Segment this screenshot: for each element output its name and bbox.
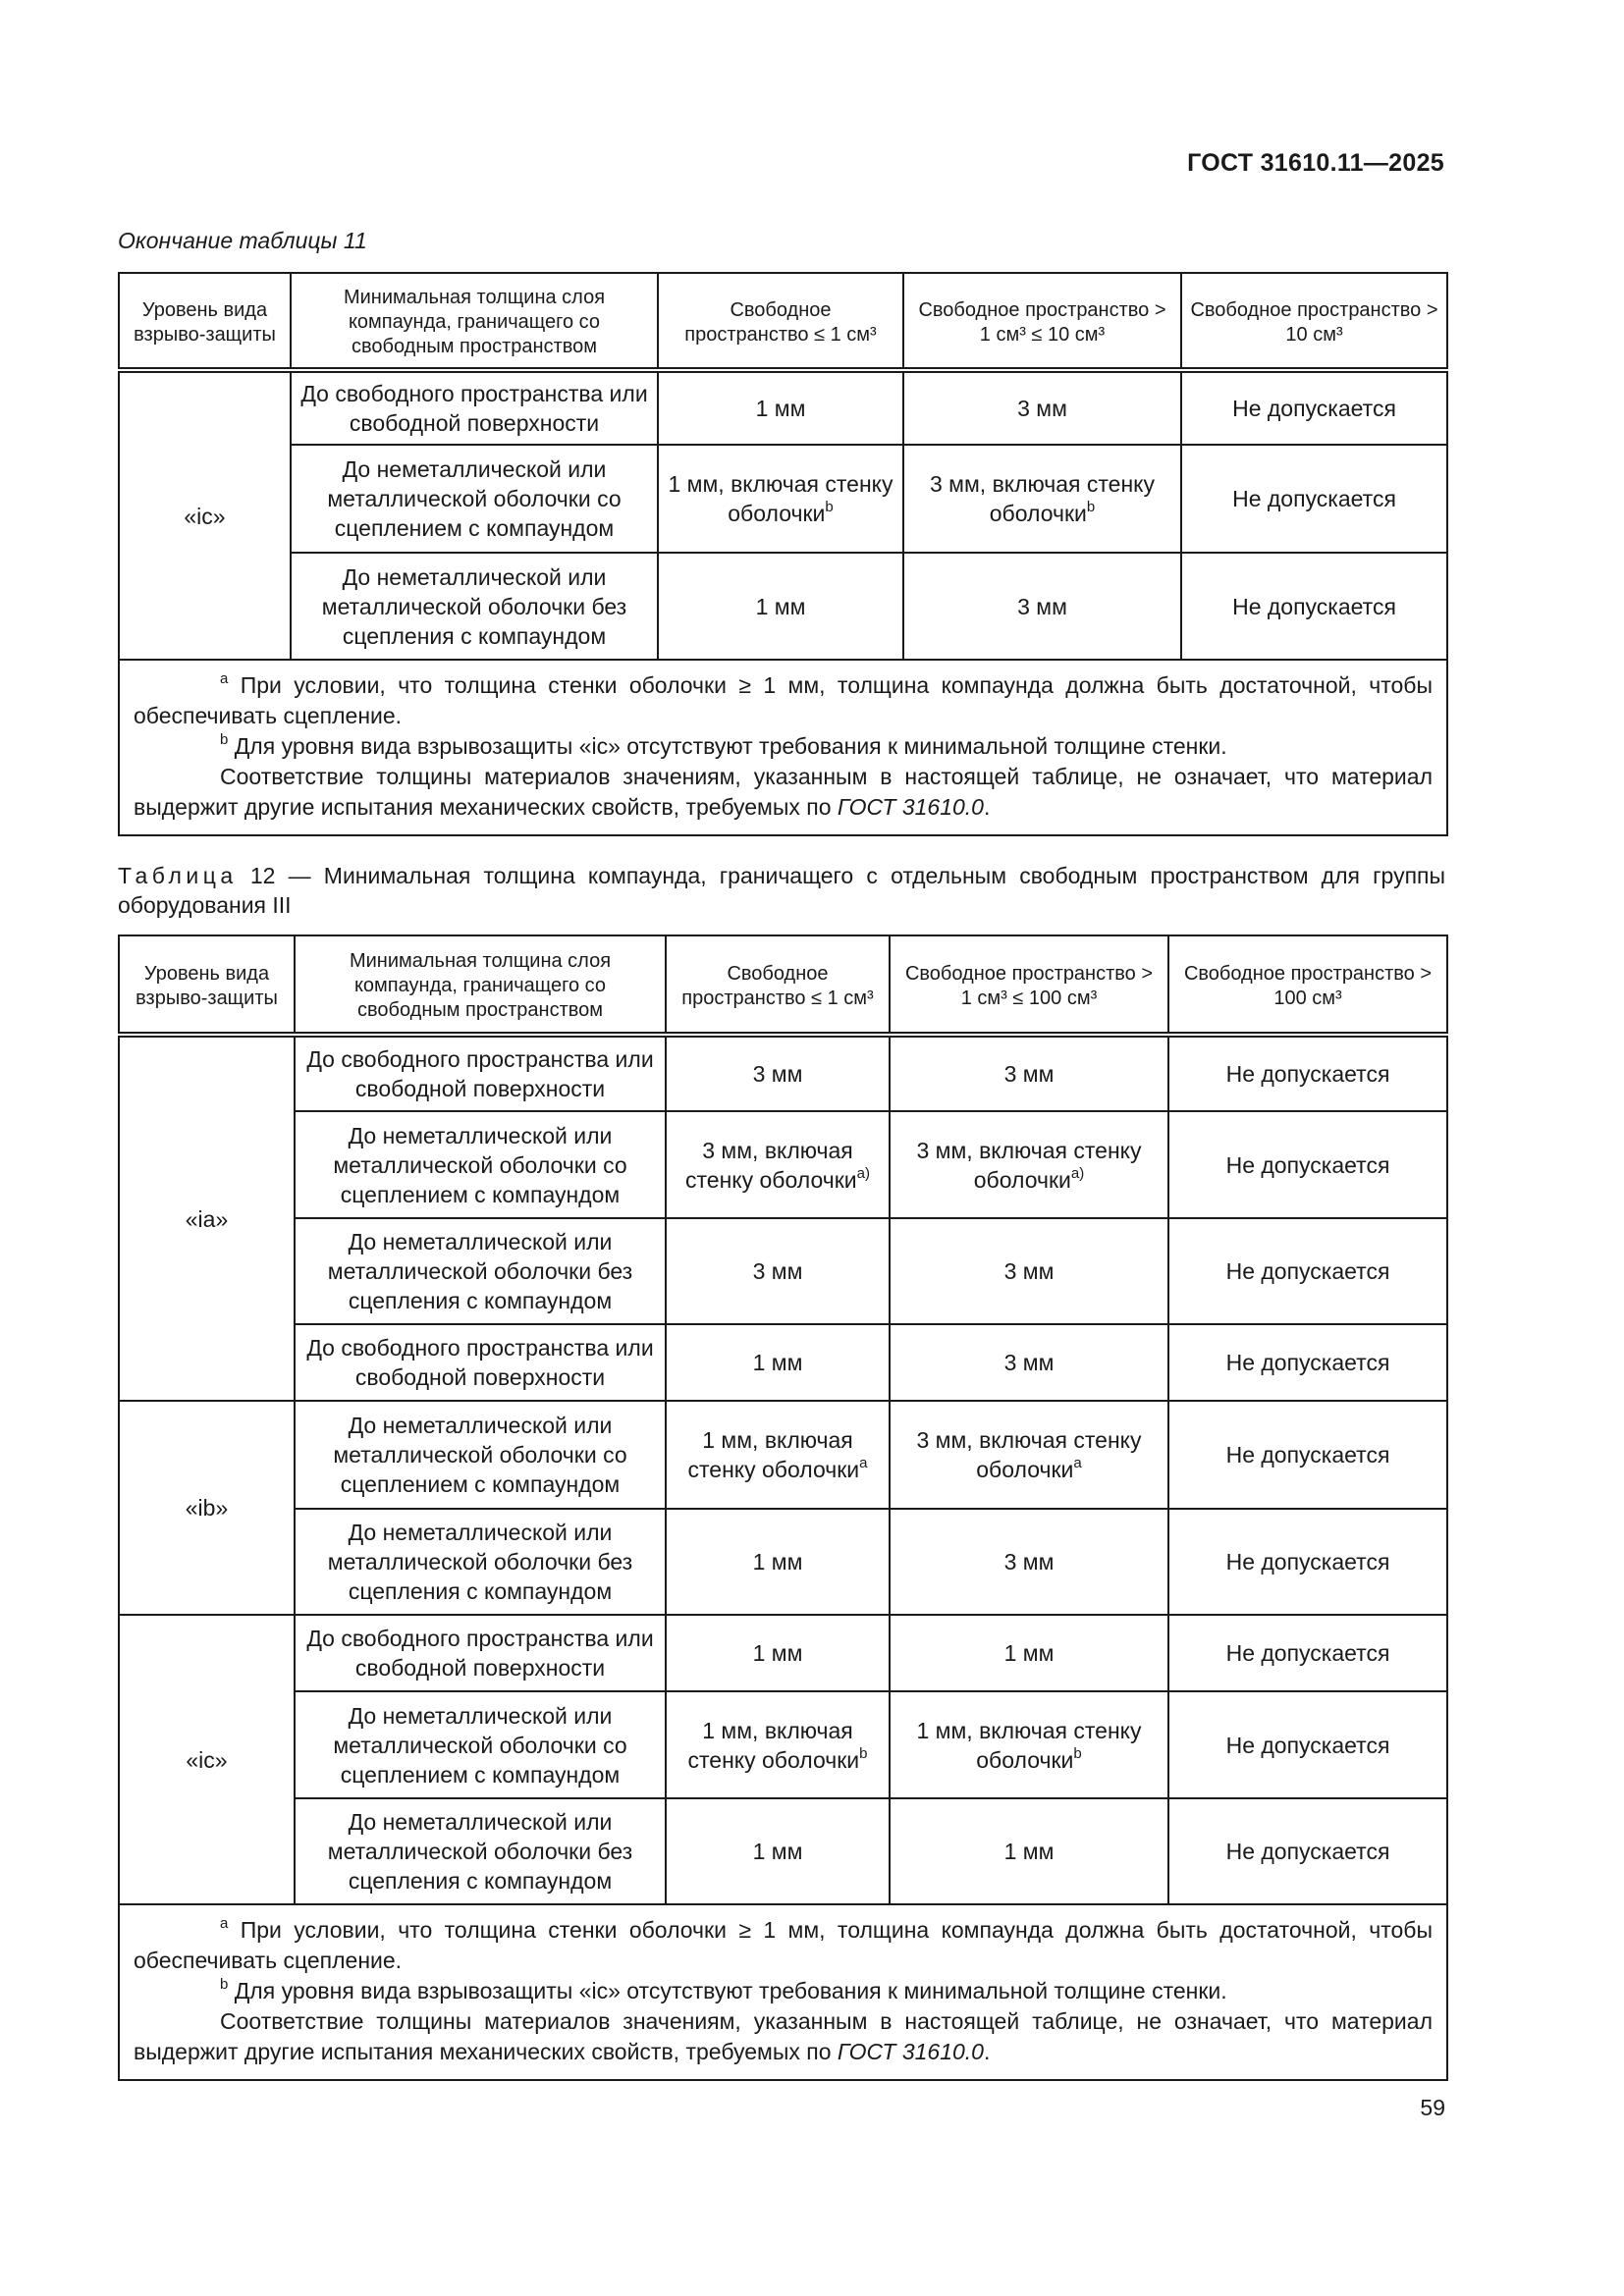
value-mid-cell: 3 мм bbox=[890, 1509, 1168, 1615]
value-gt-cell: Не допускается bbox=[1168, 1798, 1447, 1904]
table-row bbox=[119, 1111, 1447, 1218]
value-mid-cell bbox=[903, 445, 1181, 553]
value-le1-cell bbox=[666, 1691, 890, 1798]
value-gt-cell: Не допускается bbox=[1168, 1111, 1447, 1218]
footnote-ref: a bbox=[1073, 1455, 1082, 1472]
general-note bbox=[134, 762, 1433, 823]
condition-cell: До неметаллической или металлической оболочки со сцеплением с компаундом bbox=[291, 445, 658, 553]
value-mid-cell: 3 мм bbox=[890, 1324, 1168, 1401]
table-11 bbox=[118, 272, 1448, 836]
header-free-space-gt: Свободное пространство > 100 см³ bbox=[1168, 935, 1447, 1035]
footnote-ref: a bbox=[859, 1455, 868, 1472]
value-mid-cell: 1 мм bbox=[890, 1615, 1168, 1691]
table12-caption bbox=[118, 861, 1445, 920]
caption-text: 12 — Минимальная толщина компаунда, граничащего с отдельным свободным пространством для группы оборудования III bbox=[118, 863, 1446, 918]
value-le1-cell: 1 мм bbox=[666, 1798, 890, 1904]
value-text: 3 мм, включая стенку оболочки bbox=[929, 471, 1155, 526]
footnote-mark: a bbox=[220, 1915, 229, 1933]
footnote-a bbox=[134, 670, 1433, 731]
footnote-mark: b bbox=[220, 731, 229, 749]
value-le1-cell bbox=[658, 445, 903, 553]
value-le1-cell: 1 мм bbox=[658, 370, 903, 445]
header-level: Уровень вида взрыво-защиты bbox=[119, 273, 291, 370]
value-text: 1 мм, включая стенку оболочки bbox=[687, 1427, 860, 1482]
value-le1-cell: 3 мм bbox=[666, 1035, 890, 1111]
footnote-text: При условии, что толщина стенки оболочки ≥ 1 мм, толщина компаунда должна быть достаточной, чтобы обеспечивать сцепление. bbox=[134, 1917, 1433, 1973]
condition-cell: До неметаллической или металлической оболочки без сцепления с компаундом bbox=[295, 1218, 666, 1324]
page-number: 59 bbox=[1420, 2095, 1445, 2120]
footnote-ref: a) bbox=[1070, 1164, 1085, 1182]
value-mid-cell bbox=[890, 1111, 1168, 1218]
protection-level-cell: «ic» bbox=[119, 1615, 295, 1904]
table-12 bbox=[118, 934, 1448, 2081]
value-gt-cell: Не допускается bbox=[1168, 1509, 1447, 1615]
value-gt-cell: Не допускается bbox=[1168, 1691, 1447, 1798]
value-mid-cell: 3 мм bbox=[890, 1035, 1168, 1111]
note-end: . bbox=[983, 2039, 991, 2064]
condition-cell: До неметаллической или металлической оболочки без сцепления с компаундом bbox=[295, 1509, 666, 1615]
value-text: 1 мм, включая стенку оболочки bbox=[916, 1717, 1142, 1773]
value-le1-cell: 1 мм bbox=[666, 1615, 890, 1691]
value-mid-cell: 1 мм bbox=[890, 1798, 1168, 1904]
table-row bbox=[119, 1798, 1447, 1904]
value-gt-cell: Не допускается bbox=[1181, 370, 1447, 445]
table-header-row bbox=[119, 935, 1447, 1035]
footnote-b bbox=[134, 731, 1433, 762]
condition-cell: До неметаллической или металлической оболочки без сцепления с компаундом bbox=[291, 553, 658, 660]
condition-cell: До неметаллической или металлической оболочки со сцеплением с компаундом bbox=[295, 1401, 666, 1509]
protection-level-cell: «ib» bbox=[119, 1401, 295, 1615]
value-le1-cell bbox=[666, 1111, 890, 1218]
footnote-text: Для уровня вида взрывозащиты «ic» отсутствуют требования к минимальной толщине стенки. bbox=[234, 733, 1227, 759]
table-row bbox=[119, 1218, 1447, 1324]
table-row bbox=[119, 1691, 1447, 1798]
value-gt-cell: Не допускается bbox=[1181, 553, 1447, 660]
header-free-space-mid: Свободное пространство > 1 см³ ≤ 10 см³ bbox=[903, 273, 1181, 370]
value-text: 3 мм, включая стенку оболочки bbox=[916, 1137, 1142, 1193]
table-header-row bbox=[119, 273, 1447, 370]
table-row bbox=[119, 1035, 1447, 1111]
header-free-space-mid: Свободное пространство > 1 см³ ≤ 100 см³ bbox=[890, 935, 1168, 1035]
footnote-mark: a bbox=[220, 670, 229, 688]
header-free-space-gt: Свободное пространство > 10 см³ bbox=[1181, 273, 1447, 370]
table11-continuation-label: Окончание таблицы 11 bbox=[118, 228, 367, 253]
condition-cell: До неметаллической или металлической оболочки без сцепления с компаундом bbox=[295, 1798, 666, 1904]
footnote-ref: b bbox=[1086, 499, 1096, 516]
protection-level-cell: «ia» bbox=[119, 1035, 295, 1401]
header-free-space-le1: Свободное пространство ≤ 1 см³ bbox=[658, 273, 903, 370]
footnote-mark: b bbox=[220, 1976, 229, 1994]
header-free-space-le1: Свободное пространство ≤ 1 см³ bbox=[666, 935, 890, 1035]
table-row bbox=[119, 1401, 1447, 1509]
value-le1-cell: 1 мм bbox=[658, 553, 903, 660]
condition-cell: До свободного пространства или свободной поверхности bbox=[291, 370, 658, 445]
value-le1-cell: 1 мм bbox=[666, 1324, 890, 1401]
standard-reference: ГОСТ 31610.0 bbox=[837, 794, 984, 820]
value-mid-cell bbox=[890, 1401, 1168, 1509]
value-le1-cell: 3 мм bbox=[666, 1218, 890, 1324]
value-gt-cell: Не допускается bbox=[1168, 1615, 1447, 1691]
footnote-text: При условии, что толщина стенки оболочки ≥ 1 мм, толщина компаунда должна быть достаточной, чтобы обеспечивать сцепление. bbox=[134, 672, 1433, 728]
table-row bbox=[119, 1509, 1447, 1615]
note-text: Соответствие толщины материалов значениям, указанным в настоящей таблице, не означает, что материал выдержит другие испытания механических свойств, требуемых по bbox=[134, 2008, 1433, 2064]
table-row bbox=[119, 370, 1447, 445]
footnote-text: Для уровня вида взрывозащиты «ic» отсутствуют требования к минимальной толщине стенки. bbox=[234, 1978, 1227, 2003]
note-text: Соответствие толщины материалов значениям, указанным в настоящей таблице, не означает, что материал выдержит другие испытания механических свойств, требуемых по bbox=[134, 764, 1433, 820]
table-row bbox=[119, 1324, 1447, 1401]
value-le1-cell: 1 мм bbox=[666, 1509, 890, 1615]
table-notes bbox=[119, 660, 1447, 835]
table-row bbox=[119, 1615, 1447, 1691]
value-mid-cell: 3 мм bbox=[903, 370, 1181, 445]
protection-level-cell: «ic» bbox=[119, 370, 291, 660]
value-gt-cell: Не допускается bbox=[1168, 1035, 1447, 1111]
footnote-ref: b bbox=[825, 499, 834, 516]
value-mid-cell: 3 мм bbox=[903, 553, 1181, 660]
value-gt-cell: Не допускается bbox=[1168, 1401, 1447, 1509]
condition-cell: До свободного пространства или свободной поверхности bbox=[295, 1324, 666, 1401]
value-text: 3 мм, включая стенку оболочки bbox=[916, 1427, 1142, 1482]
table-row bbox=[119, 445, 1447, 553]
header-level: Уровень вида взрыво-защиты bbox=[119, 935, 295, 1035]
footnote-ref: b bbox=[859, 1744, 868, 1762]
value-gt-cell: Не допускается bbox=[1181, 445, 1447, 553]
value-gt-cell: Не допускается bbox=[1168, 1218, 1447, 1324]
footnote-a bbox=[134, 1915, 1433, 1976]
note-end: . bbox=[983, 794, 991, 820]
value-text: 3 мм, включая стенку оболочки bbox=[685, 1137, 857, 1193]
notes-row bbox=[119, 1904, 1447, 2080]
condition-cell: До неметаллической или металлической оболочки со сцеплением с компаундом bbox=[295, 1111, 666, 1218]
condition-cell: До свободного пространства или свободной поверхности bbox=[295, 1615, 666, 1691]
value-mid-cell bbox=[890, 1691, 1168, 1798]
value-mid-cell: 3 мм bbox=[890, 1218, 1168, 1324]
general-note bbox=[134, 2006, 1433, 2067]
condition-cell: До неметаллической или металлической оболочки со сцеплением с компаундом bbox=[295, 1691, 666, 1798]
caption-label: Таблица bbox=[118, 863, 238, 888]
footnote-b bbox=[134, 1976, 1433, 2006]
value-le1-cell bbox=[666, 1401, 890, 1509]
value-gt-cell: Не допускается bbox=[1168, 1324, 1447, 1401]
footnote-ref: b bbox=[1073, 1744, 1082, 1762]
condition-cell: До свободного пространства или свободной поверхности bbox=[295, 1035, 666, 1111]
table-notes bbox=[119, 1904, 1447, 2080]
notes-row bbox=[119, 660, 1447, 835]
header-min-thickness: Минимальная толщина слоя компаунда, граничащего со свободным пространством bbox=[291, 273, 658, 370]
value-text: 1 мм, включая стенку оболочки bbox=[687, 1717, 860, 1773]
table-row bbox=[119, 553, 1447, 660]
document-code: ГОСТ 31610.11—2025 bbox=[1187, 149, 1444, 177]
value-text: 1 мм, включая стенку оболочки bbox=[668, 471, 893, 526]
header-min-thickness: Минимальная толщина слоя компаунда, граничащего со свободным пространством bbox=[295, 935, 666, 1035]
footnote-ref: a) bbox=[856, 1164, 870, 1182]
standard-reference: ГОСТ 31610.0 bbox=[837, 2039, 984, 2064]
